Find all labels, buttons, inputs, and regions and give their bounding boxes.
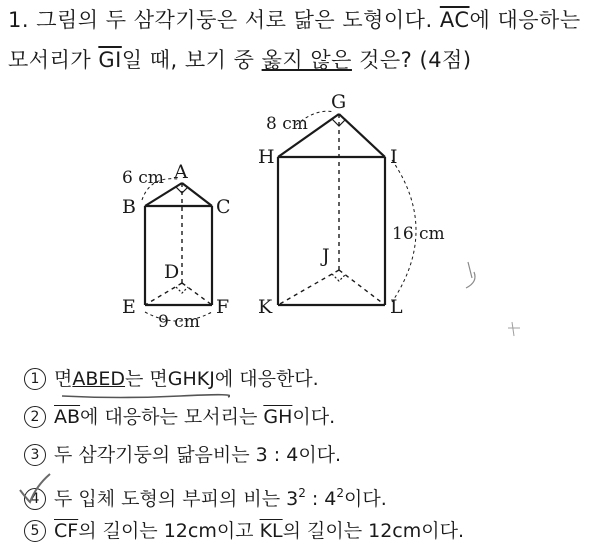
option-3-number: 3 (24, 444, 46, 466)
edge-df-hidden (182, 283, 212, 305)
option-4-text-c: 이다. (344, 488, 387, 510)
vertex-k: K (258, 296, 273, 318)
emphasis-not-correct: 옳지 않은 (261, 48, 352, 72)
vertex-i: I (390, 146, 398, 168)
vertex-d: D (164, 261, 180, 283)
vertex-c: C (216, 196, 231, 218)
option-2-segment-gh: $\overline{GH}$ (263, 406, 293, 428)
option-4-number: 4 (24, 488, 46, 510)
question-text-2d: 것은? (4점) (351, 48, 472, 72)
option-2[interactable] (24, 404, 335, 430)
question-text-1a: 그림의 두 삼각기둥은 서로 닮은 도형이다. (36, 8, 440, 32)
question-text-2b: 일 때, 보기 중 (121, 48, 262, 72)
option-2-text-e: 이다. (292, 406, 336, 428)
option-2-text-c: 에 대응하는 모서리는 (80, 406, 264, 428)
option-3-text: 두 삼각기둥의 닮음비는 3 : 4이다. (54, 444, 342, 466)
option-5-segment-kl: $\overline{KL}$ (259, 520, 283, 542)
segment-ac: $\overline{AC}$ (439, 8, 470, 32)
edge-ac (182, 183, 212, 206)
question-text-1b: 에 대응하는 (469, 8, 581, 32)
vertex-j: J (322, 245, 330, 267)
dim-large-side: 16 cm (392, 224, 445, 244)
edge-gi (339, 114, 385, 157)
large-prism (278, 111, 416, 305)
option-2-segment-ab: $\overline{AB}$ (54, 406, 81, 428)
vertex-g: G (331, 91, 347, 113)
option-2-number: 2 (24, 406, 46, 428)
pencil-mark-1 (466, 262, 475, 288)
option-1-text-c: 는 면GHKJ에 대응한다. (125, 368, 319, 390)
question-number: 1. (8, 8, 30, 32)
check-mark-icon (14, 468, 54, 508)
dim-large-top: 8 cm (266, 114, 308, 134)
option-1[interactable] (24, 366, 319, 392)
small-prism (142, 179, 212, 321)
pencil-mark-2 (508, 322, 520, 336)
vertex-b: B (122, 196, 136, 218)
option-1-number: 1 (24, 368, 46, 390)
option-4-sup-2: 2 (336, 486, 345, 500)
option-4-text-b: : 4 (305, 488, 337, 510)
segment-gi: $\overline{GI}$ (98, 48, 122, 72)
option-1-face: ABED (72, 368, 126, 390)
right-angle-d (176, 287, 188, 293)
edge-de-hidden (145, 283, 182, 305)
option-4[interactable] (24, 480, 387, 512)
vertex-h: H (258, 146, 275, 168)
vertex-a: A (174, 161, 188, 183)
option-5-number: 5 (24, 520, 46, 542)
option-5-segment-cf: $\overline{CF}$ (54, 520, 79, 542)
option-5-text-c: 의 길이는 12cm이고 (78, 520, 260, 542)
option-4-text-a: 두 입체 도형의 부피의 비는 3 (54, 488, 299, 510)
option-5[interactable] (24, 518, 464, 544)
option-5-text-e: 의 길이는 12cm이다. (282, 520, 464, 542)
vertex-l: L (390, 296, 403, 318)
dim-small-top: 6 cm (122, 168, 164, 188)
option-4-sup-1: 2 (298, 486, 306, 500)
edge-jl-hidden (339, 270, 385, 305)
right-angle-j (332, 274, 346, 281)
pencil-underline (60, 390, 230, 402)
option-3[interactable] (24, 442, 341, 468)
vertex-f: F (216, 296, 230, 318)
dim-small-bottom: 9 cm (158, 312, 200, 332)
option-1-text-a: 면 (54, 368, 73, 390)
question-text-2a: 모서리가 (8, 48, 99, 72)
edge-jk-hidden (278, 270, 339, 305)
vertex-e: E (122, 296, 136, 318)
